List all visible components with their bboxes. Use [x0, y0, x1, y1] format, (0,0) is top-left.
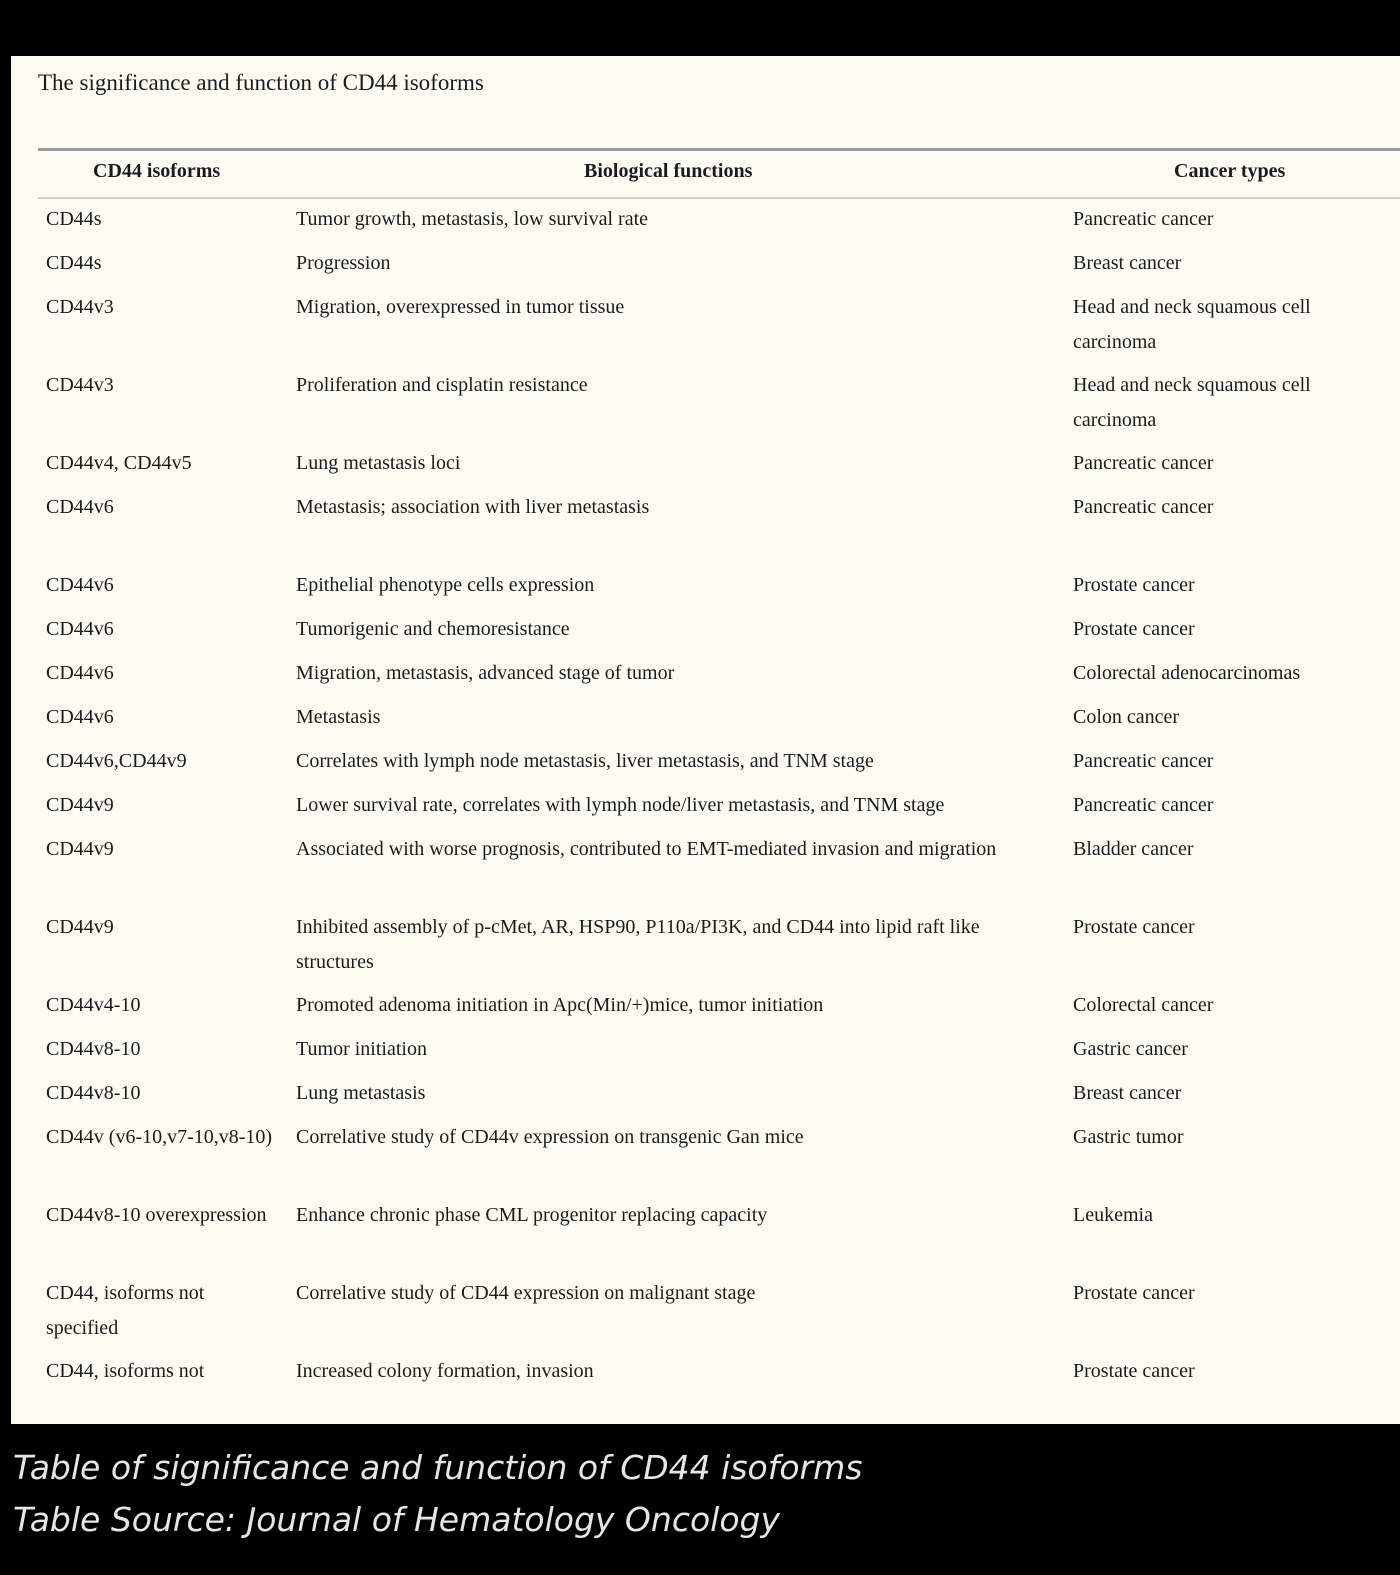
cell-function: Lung metastasis — [296, 1082, 426, 1104]
cell-isoform: CD44v3 — [46, 374, 114, 396]
cell-cancer-type: Breast cancer — [1073, 252, 1182, 274]
cell-cancer-type: Prostate cancer — [1073, 916, 1195, 938]
cell-function: Promoted adenoma initiation in Apc(Min/+)mice, tumor initiation — [296, 994, 824, 1016]
cell-isoform: CD44s — [46, 252, 102, 274]
cell-function: Epithelial phenotype cells expression — [296, 574, 595, 596]
cell-function: Tumor initiation — [296, 1038, 427, 1060]
cell-function: Migration, metastasis, advanced stage of tumor — [296, 662, 675, 684]
cell-cancer-type: Prostate cancer — [1073, 1360, 1195, 1382]
table-row — [38, 609, 1400, 653]
cell-function: Tumorigenic and chemoresistance — [296, 618, 570, 640]
table-row — [38, 1117, 1400, 1195]
figure-caption: Table of significance and function of CD44 isoforms — [13, 1448, 863, 1487]
cell-isoform: CD44v9 — [46, 838, 114, 860]
cell-cancer-type: Colorectal adenocarcinomas — [1073, 662, 1301, 684]
table-row — [38, 365, 1400, 443]
cell-cancer-type: Prostate cancer — [1073, 1282, 1195, 1304]
table-row — [38, 907, 1400, 985]
cell-function: Lower survival rate, correlates with lymph node/liver metastasis, and TNM stage — [296, 794, 945, 816]
table-row — [38, 1273, 1400, 1351]
cell-cancer-type: Pancreatic cancer — [1073, 452, 1214, 474]
table-row — [38, 287, 1400, 365]
cell-isoform: CD44v6 — [46, 662, 114, 684]
cell-isoform: CD44v8-10 — [46, 1038, 141, 1060]
cell-function: Progression — [296, 252, 391, 274]
data-table — [38, 148, 1400, 1395]
cell-isoform: CD44v6 — [46, 574, 114, 596]
cell-cancer-type: Bladder cancer — [1073, 838, 1194, 860]
cell-function: Associated with worse prognosis, contributed to EMT-mediated invasion and migration — [296, 838, 997, 860]
cell-function: Inhibited assembly of p-cMet, AR, HSP90, P110a/PI3K, and CD44 into lipid raft like structures — [296, 916, 980, 973]
cell-isoform: CD44v8-10 — [46, 1082, 141, 1104]
cell-function: Correlative study of CD44 expression on malignant stage — [296, 1282, 756, 1304]
cell-isoform: CD44v8-10 overexpression — [46, 1204, 267, 1226]
cell-function: Metastasis — [296, 706, 381, 728]
table-row — [38, 1073, 1400, 1117]
table-row — [38, 697, 1400, 741]
cell-isoform: CD44v6 — [46, 496, 114, 518]
cell-cancer-type: Colorectal cancer — [1073, 994, 1214, 1016]
cell-cancer-type: Prostate cancer — [1073, 574, 1195, 596]
table-row — [38, 785, 1400, 829]
cell-cancer-type: Pancreatic cancer — [1073, 208, 1214, 230]
cell-isoform: CD44v9 — [46, 794, 114, 816]
table-row — [38, 1351, 1400, 1395]
table-row — [38, 565, 1400, 609]
table-body — [38, 199, 1400, 1395]
cell-cancer-type: Pancreatic cancer — [1073, 794, 1214, 816]
cell-function: Correlative study of CD44v expression on transgenic Gan mice — [296, 1126, 804, 1148]
cell-isoform: CD44v6 — [46, 618, 114, 640]
cell-function: Lung metastasis loci — [296, 452, 461, 474]
table-row — [38, 653, 1400, 697]
cell-cancer-type: Colon cancer — [1073, 706, 1180, 728]
cell-cancer-type: Head and neck squamous cell carcinoma — [1073, 296, 1311, 353]
table-title: The significance and function of CD44 isoforms — [38, 70, 484, 95]
column-header-isoforms: CD44 isoforms — [93, 160, 221, 182]
cell-isoform: CD44v3 — [46, 296, 114, 318]
table-row — [38, 1195, 1400, 1273]
cell-isoform: CD44, isoforms not specified — [46, 1282, 205, 1339]
table-row — [38, 741, 1400, 785]
table-row — [38, 199, 1400, 243]
cell-function: Migration, overexpressed in tumor tissue — [296, 296, 625, 318]
cell-isoform: CD44, isoforms not — [46, 1360, 205, 1382]
cell-function: Tumor growth, metastasis, low survival rate — [296, 208, 649, 230]
cell-cancer-type: Gastric tumor — [1073, 1126, 1184, 1148]
cell-isoform: CD44v4-10 — [46, 994, 141, 1016]
cell-cancer-type: Pancreatic cancer — [1073, 750, 1214, 772]
cell-isoform: CD44v (v6-10,v7-10,v8-10) — [46, 1126, 273, 1148]
cell-isoform: CD44v6,CD44v9 — [46, 750, 187, 772]
cell-function: Proliferation and cisplatin resistance — [296, 374, 588, 396]
cell-cancer-type: Gastric cancer — [1073, 1038, 1188, 1060]
table-header-row — [38, 148, 1400, 199]
table-source: Table Source: Journal of Hematology Oncology — [13, 1500, 780, 1539]
table-row — [38, 985, 1400, 1029]
cell-function: Increased colony formation, invasion — [296, 1360, 594, 1382]
column-header-functions: Biological functions — [584, 160, 753, 182]
cell-cancer-type: Pancreatic cancer — [1073, 496, 1214, 518]
column-header-cancer-types: Cancer types — [1174, 160, 1286, 182]
cell-function: Correlates with lymph node metastasis, liver metastasis, and TNM stage — [296, 750, 874, 772]
table-row — [38, 487, 1400, 565]
table-row — [38, 243, 1400, 287]
cell-cancer-type: Breast cancer — [1073, 1082, 1182, 1104]
cell-cancer-type: Prostate cancer — [1073, 618, 1195, 640]
cell-isoform: CD44s — [46, 208, 102, 230]
cell-isoform: CD44v9 — [46, 916, 114, 938]
cell-isoform: CD44v6 — [46, 706, 114, 728]
cell-cancer-type: Head and neck squamous cell carcinoma — [1073, 374, 1311, 431]
table-panel — [11, 56, 1400, 1424]
cell-cancer-type: Leukemia — [1073, 1204, 1153, 1226]
cell-function: Enhance chronic phase CML progenitor replacing capacity — [296, 1204, 768, 1226]
table-row — [38, 1029, 1400, 1073]
cell-isoform: CD44v4, CD44v5 — [46, 452, 192, 474]
table-row — [38, 829, 1400, 907]
table-row — [38, 443, 1400, 487]
cell-function: Metastasis; association with liver metastasis — [296, 496, 650, 518]
